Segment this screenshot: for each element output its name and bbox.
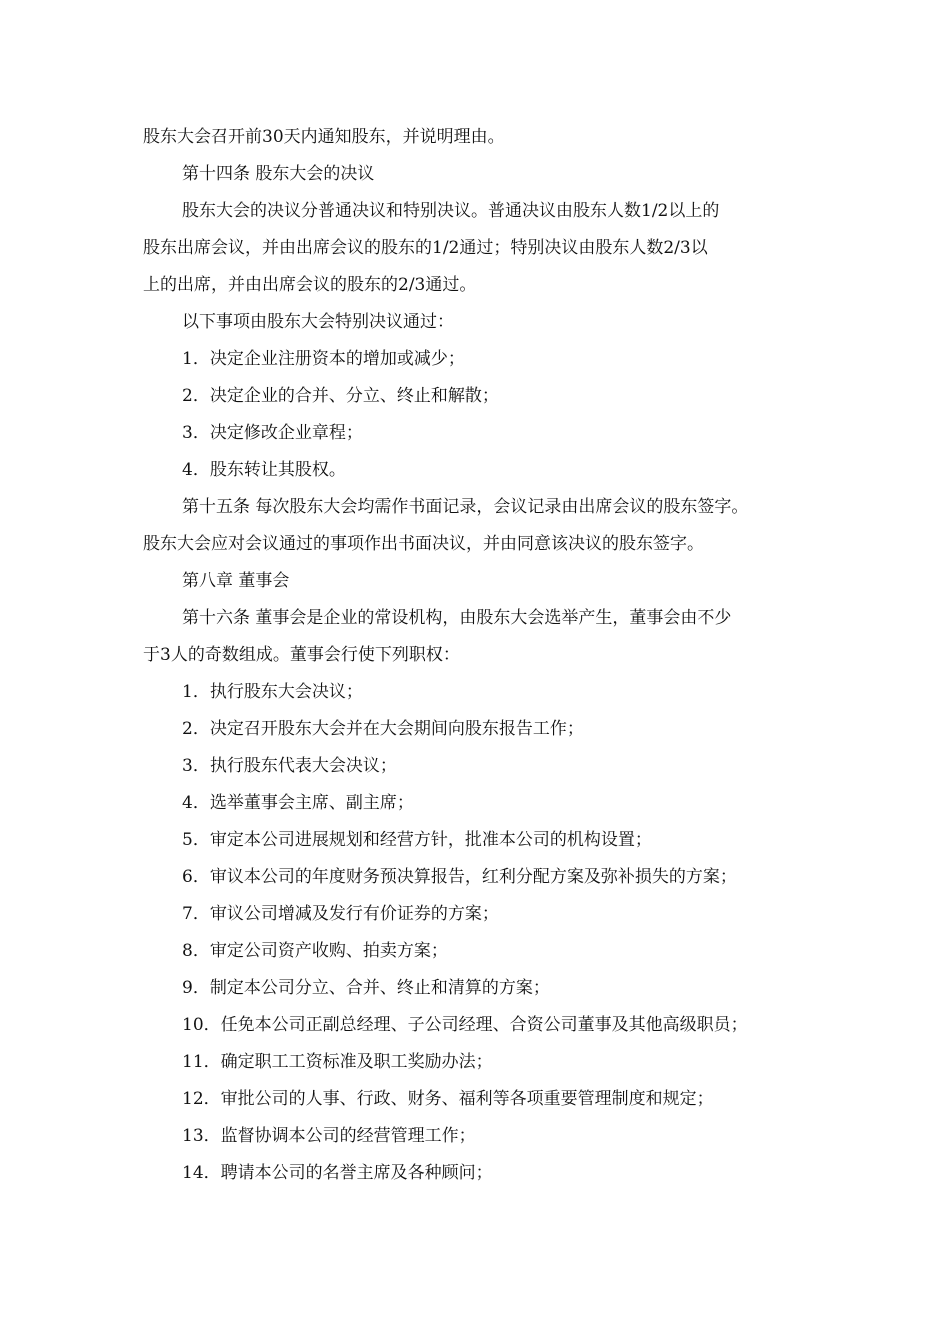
list-item: 7．审议公司增减及发行有价证券的方案；	[182, 904, 499, 924]
article-text-line: 第十五条 每次股东大会均需作书面记录，会议记录由出席会议的股东签字。	[182, 497, 749, 517]
list-item: 1．决定企业注册资本的增加或减少；	[182, 349, 465, 369]
list-item: 8．审定公司资产收购、拍卖方案；	[182, 941, 448, 961]
body-text-line: 股东大会应对会议通过的事项作出书面决议，并由同意该决议的股东签字。	[143, 534, 704, 554]
list-item: 3．决定修改企业章程；	[182, 423, 363, 443]
list-item: 2．决定企业的合并、分立、终止和解散；	[182, 386, 499, 406]
body-text-line: 股东大会的决议分普通决议和特别决议。普通决议由股东人数1/2以上的	[182, 201, 720, 221]
list-item: 9．制定本公司分立、合并、终止和清算的方案；	[182, 978, 550, 998]
list-item: 14．聘请本公司的名誉主席及各种顾问；	[182, 1163, 493, 1183]
list-item: 11．确定职工工资标准及职工奖励办法；	[182, 1052, 493, 1072]
list-item: 6．审议本公司的年度财务预决算报告，红利分配方案及弥补损失的方案；	[182, 867, 737, 887]
body-text-line: 股东出席会议，并由出席会议的股东的1/2通过；特别决议由股东人数2/3以	[143, 238, 708, 258]
body-text-line: 上的出席，并由出席会议的股东的2/3通过。	[143, 275, 477, 295]
list-item: 4．选举董事会主席、副主席；	[182, 793, 414, 813]
body-text-line: 于3人的奇数组成。董事会行使下列职权：	[143, 645, 460, 665]
article-text-line: 第十六条 董事会是企业的常设机构，由股东大会选举产生，董事会由不少	[182, 608, 732, 628]
body-text-line: 以下事项由股东大会特别决议通过：	[182, 312, 454, 332]
list-item: 4．股东转让其股权。	[182, 460, 346, 480]
chapter-heading: 第八章 董事会	[182, 571, 290, 591]
list-item: 3．执行股东代表大会决议；	[182, 756, 397, 776]
list-item: 1．执行股东大会决议；	[182, 682, 363, 702]
list-item: 2．决定召开股东大会并在大会期间向股东报告工作；	[182, 719, 584, 739]
list-item: 5．审定本公司进展规划和经营方针，批准本公司的机构设置；	[182, 830, 652, 850]
body-text-line: 股东大会召开前30天内通知股东，并说明理由。	[143, 127, 505, 147]
list-item: 12．审批公司的人事、行政、财务、福利等各项重要管理制度和规定；	[182, 1089, 714, 1109]
list-item: 10．任免本公司正副总经理、子公司经理、合资公司董事及其他高级职员；	[182, 1015, 748, 1035]
list-item: 13．监督协调本公司的经营管理工作；	[182, 1126, 476, 1146]
article-heading: 第十四条 股东大会的决议	[182, 164, 375, 184]
